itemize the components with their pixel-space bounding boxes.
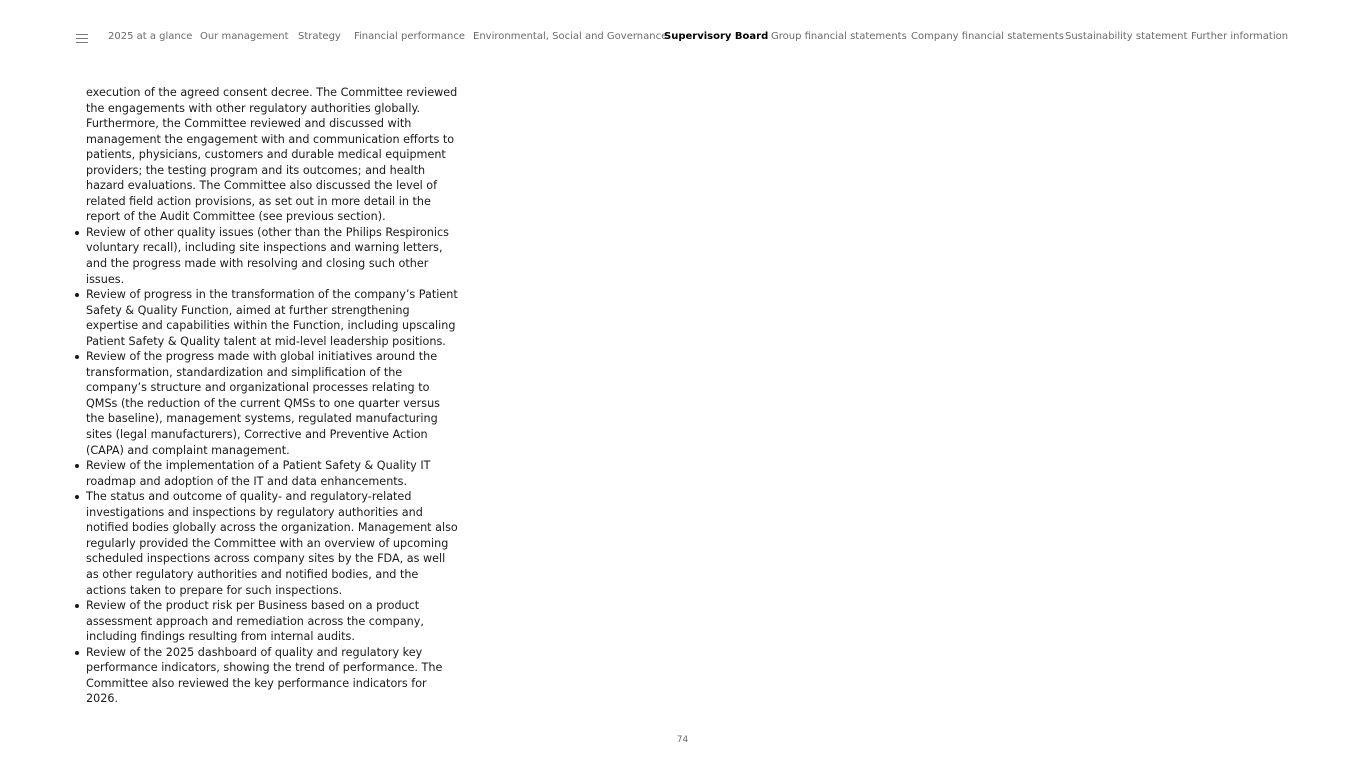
nav-item-sustainability-statement[interactable]: Sustainability statement xyxy=(1065,31,1188,42)
hamburger-menu-icon[interactable] xyxy=(76,34,88,43)
list-item: Review of progress in the transformation of the company’s Patient Safety & Quality Function, aimed at further strengthening expertise and capabilities within the Function, including upscaling Patient Safety & Quality talent at mid-level leadership positions. xyxy=(86,287,461,349)
nav-item-company-financial-statements[interactable]: Company financial statements xyxy=(911,31,1064,42)
menu-icon-line xyxy=(76,42,88,43)
nav-item-further-information[interactable]: Further information xyxy=(1191,31,1289,42)
nav-item-esg[interactable]: Environmental, Social and Governance xyxy=(473,31,668,42)
intro-paragraph: execution of the agreed consent decree. The Committee reviewed the engagements with other regulatory authorities globally. Furthermore, the Committee reviewed and discussed with management the engagement with and communication efforts to patients, physicians, customers and durable medical equipment providers; the testing program and its outcomes; and health hazard evaluations. The Committee also discussed the level of related field action provisions, as set out in more detail in the report of the Audit Committee (see previous section). xyxy=(86,86,458,224)
nav-item-2025-at-a-glance[interactable]: 2025 at a glance xyxy=(108,31,193,42)
list-item: Review of the progress made with global initiatives around the transformation, standardization and simplification of the company’s structure and organizational processes relating to QMSs (the reduction of the current QMSs to one quarter versus the baseline), management systems, regulated manufacturing sites (legal manufacturers), Corrective and Preventive Action (CAPA) and complaint management. xyxy=(86,349,461,458)
main-content xyxy=(86,85,461,707)
list-item: Review of other quality issues (other than the Philips Respironics voluntary recall), including site inspections and warning letters, and the progress made with resolving and closing such other issues. xyxy=(86,225,461,287)
menu-icon-line xyxy=(76,38,88,39)
menu-icon-line xyxy=(76,34,88,35)
list-item: Review of the implementation of a Patient Safety & Quality IT roadmap and adoption of the IT and data enhancements. xyxy=(86,458,461,489)
list-item: Review of the product risk per Business based on a product assessment approach and remediation across the company, including findings resulting from internal audits. xyxy=(86,598,461,645)
list-item: Review of the 2025 dashboard of quality and regulatory key performance indicators, showing the trend of performance. The Committee also reviewed the key performance indicators for 2026. xyxy=(86,645,461,707)
top-navigation xyxy=(0,0,1365,74)
page-number: 74 xyxy=(676,735,689,745)
nav-item-strategy[interactable]: Strategy xyxy=(298,31,341,42)
bullet-list xyxy=(86,225,461,707)
nav-item-group-financial-statements[interactable]: Group financial statements xyxy=(771,31,907,42)
list-item: The status and outcome of quality- and regulatory-related investigations and inspections by regulatory authorities and notified bodies globally across the organization. Management also regularly provided the Committee with an overview of upcoming scheduled inspections across company sites by the FDA, as well as other regulatory authorities and notified bodies, and the actions taken to prepare for such inspections. xyxy=(86,489,461,598)
nav-item-financial-performance[interactable]: Financial performance xyxy=(354,31,466,42)
nav-item-our-management[interactable]: Our management xyxy=(200,31,289,42)
nav-item-supervisory-board[interactable]: Supervisory Board xyxy=(664,31,769,42)
